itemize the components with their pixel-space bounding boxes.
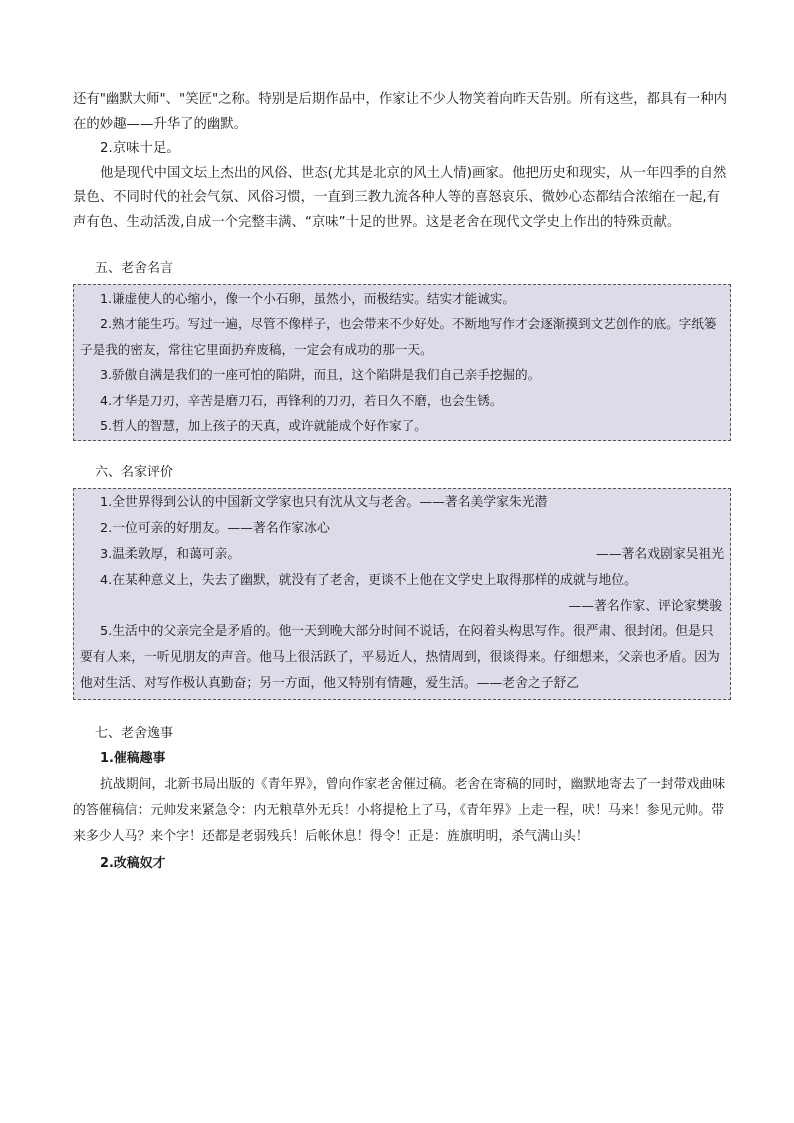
anecdotes (73, 746, 731, 877)
review-source: ——著名作家、评论家樊骏 (568, 598, 722, 614)
review-source: ——著名戏剧家吴祖光 (596, 547, 724, 563)
intro-paragraph-humor: 还有"幽默大师"、"笑匠"之称。特别是后期作品中，作家让不少人物笑着向昨天告别。所有这些，都具有一种内在的妙趣——升华了的幽默。 (73, 92, 727, 132)
section-heading-reviews: 六、名家评价 (95, 465, 174, 481)
quote-item: 1.谦虚使人的心缩小，像一个小石卵，虽然小，而极结实。结实才能诚实。 (100, 291, 516, 306)
review-text: 3.温柔敦厚，和蔼可亲。 (100, 547, 241, 563)
review-item: 1.全世界得到公认的中国新文学家也只有沈从文与老舍。——著名美学家朱光潜 (100, 495, 548, 511)
intro-paragraph-beijing: 他是现代中国文坛上杰出的风俗、世态(尤其是北京的风土人情)画家。他把历史和现实，从一年四季的自然景色、不同时代的社会气氛、风俗习惯，一直到三教九流各种人等的喜怒哀乐、微妙心态都结合浓缩在一起,有声有色、生动活泼,自成一个完整丰满、“京味”十足的世界。这是老舍在现代文学史上作出的特殊贡献。 (73, 165, 727, 230)
quotes-box (73, 284, 731, 441)
quote-item: 3.骄傲自满是我们的一座可怕的陷阱，而且，这个陷阱是我们自己亲手挖掘的。 (100, 367, 541, 383)
quote-item: 5.哲人的智慧，加上孩子的天真，或许就能成个好作家了。 (100, 418, 427, 434)
document-page (73, 88, 731, 877)
quote-item: 2.熟才能生巧。写过一遍，尽管不像样子，也会带来不少好处。不断地写作才会逐渐摸到文艺创作的底。字纸篓子是我的密友，常往它里面扔弃废稿，一定会有成功的那一天。 (80, 316, 717, 357)
review-item: 5.生活中的父亲完全是矛盾的。他一天到晚大部分时间不说话，在闷着头构思写作。很严肃、很封闭。但是只要有人来，一听见朋友的声音。他马上很活跃了，平易近人，热情周到，很谈得来。仔细想来，父亲也矛盾。因为他对生活、对写作极认真勤奋；另一方面，他又特别有情趣，爱生活。——老舍之子舒乙 (80, 624, 720, 692)
review-item: 2.一位可亲的好朋友。——著名作家冰心 (100, 521, 330, 537)
quote-item: 4.才华是刀刃，辛苦是磨刀石，再锋利的刀刃，若日久不磨，也会生锈。 (100, 392, 503, 408)
section-heading-quotes: 五、老舍名言 (95, 261, 174, 276)
review-item: 4.在某种意义上，失去了幽默，就没有了老舍，更谈不上他在文学史上取得那样的成就与地位。 (100, 572, 637, 588)
anecdote-title: 2.改稿奴才 (100, 855, 166, 871)
section-heading-anecdotes: 七、老舍逸事 (95, 725, 174, 741)
item-title-beijing-flavor: 2.京味十足。 (100, 141, 180, 156)
review-item (80, 542, 724, 568)
anecdote-text: 抗战期间，北新书局出版的《青年界》，曾向作家老舍催过稿。老舍在寄稿的同时，幽默地寄去了一封带戏曲味的答催稿信：元帅发来紧急令：内无粮草外无兵！小将提枪上了马，《青年界》上走一程，吠！马来！参见元帅。带来多少人马？来个字！还都是老弱残兵！后帐休息！得令！正是：旌旗明明，杀气满山头！ (73, 777, 726, 845)
reviews-box (73, 488, 731, 699)
anecdote-title: 1.催稿趣事 (100, 750, 166, 766)
